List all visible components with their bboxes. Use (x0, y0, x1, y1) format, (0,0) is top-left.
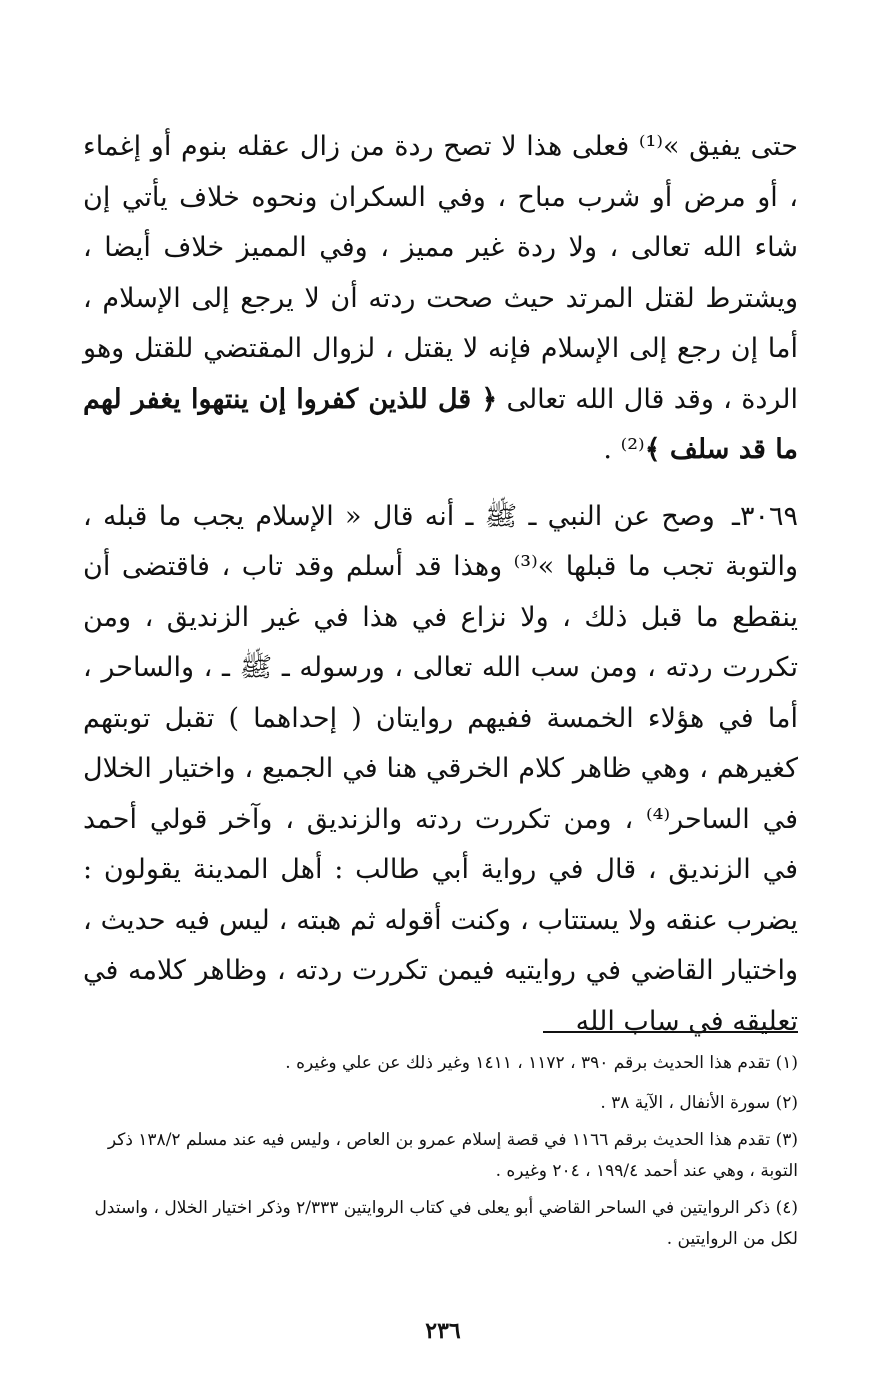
paragraph-1-text: حتى يفيق »⁽¹⁾ فعلى هذا لا تصح ردة من زال عقله بنوم أو إغماء ، أو مرض أو شرب مباح ، وفي السكران ونحوه خلاف يأتي إن شاء الله تعالى ، ولا ردة غير مميز ، وفي المميز خلاف أيضا ، ويشترط لقتل المرتد حيث صحت ردته أن لا يرجع إلى الإسلام ، أما إن رجع إلى الإسلام فإنه لا يقتل ، لزوال المقتضي للقتل وهو الردة ، وقد قال الله تعالى (83, 131, 798, 415)
quran-verse: ﴿ قل للذين كفروا إن ينتهوا يغفر لهم ما قد سلف ﴾ (83, 383, 798, 465)
footnote-1: (١) تقدم هذا الحديث برقم ٣٩٠ ، ١١٧٢ ، ١٤١١ وغير ذلك عن علي وغيره . (285, 1053, 798, 1073)
paragraph-1-end: ⁽²⁾ . (603, 434, 645, 465)
paragraph-2-text: وصح عن النبي ـ ﷺ ـ أنه قال « الإسلام يجب ما قبله ، والتوبة تجب ما قبلها »⁽³⁾ وهذا قد أسلم وقد تاب ، فاقتضى أن ينقطع ما قبل ذلك ، ولا نزاع في هذا في غير الزنديق ، ومن تكررت ردته ، ومن سب الله تعالى ، ورسوله ـ ﷺ ـ ، والساحر ، أما في هؤلاء الخمسة ففيهم روايتان ( إحداهما ) تقبل توبتهم كغيرهم ، وهي ظاهر كلام الخرقي هنا في الجميع ، واختيار الخلال في الساحر⁽⁴⁾ ، ومن تكررت ردته والزنديق ، وآخر قولي أحمد في الزنديق ، قال في رواية أبي طالب : أهل المدينة يقولون : يضرب عنقه ولا يستتاب ، وكنت أقوله ثم هبته ، ليس فيه حديث ، واختيار القاضي في روايتيه فيمن تكررت ردته ، وظاهر كلامه في تعليقه في ساب الله (83, 500, 798, 1037)
paragraph-2 (83, 492, 798, 1048)
paragraph-number: ٣٠٦٩ـ (732, 500, 798, 532)
main-text (83, 122, 798, 1047)
page-number: ٢٣٦ (425, 1318, 461, 1344)
paragraph-1 (83, 122, 798, 476)
footnote-3: (٣) تقدم هذا الحديث برقم ١١٦٦ في قصة إسلام عمرو بن العاص ، وليس فيه عند مسلم ١٣٨/٢ ذكر التوبة ، وهي عند أحمد ١٩٩/٤ ، ٢٠٤ وغيره . (107, 1130, 798, 1181)
footnote-2: (٢) سورة الأنفال ، الآية ٣٨ . (600, 1093, 798, 1113)
footnote-divider (543, 1031, 798, 1033)
footnotes (83, 1048, 798, 1261)
footnote-4: (٤) ذكر الروايتين في الساحر القاضي أبو يعلى في كتاب الروايتين ٢/٣٣٣ وذكر اختيار الخلال ، واستدل لكل من الروايتين . (94, 1198, 798, 1249)
